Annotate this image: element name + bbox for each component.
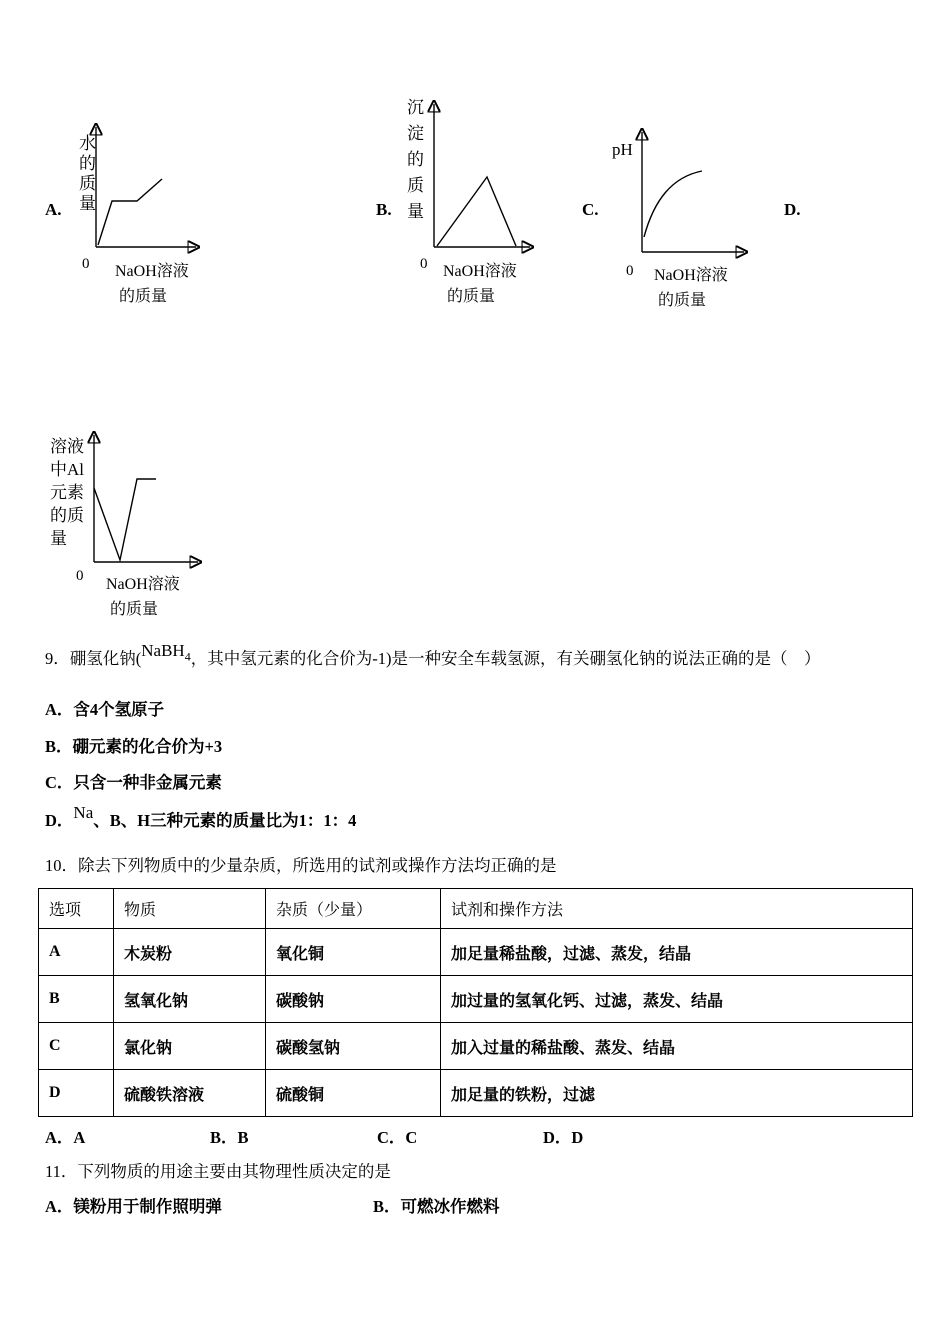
q10-table xyxy=(38,888,913,1117)
q10-row-b-impurity: 碳酸钠 xyxy=(266,976,441,1023)
q9-formula-subscript: 4 xyxy=(184,649,191,664)
graph-d-x-label-line1: NaOH溶液 xyxy=(106,576,180,593)
graph-a-x-label-line2: 的质量 xyxy=(119,288,168,305)
q10-table-row-a xyxy=(39,929,913,976)
graph-b-x-label-line2: 的质量 xyxy=(447,288,496,305)
q11-option-a: A．镁粉用于制作照明弹 xyxy=(45,1197,222,1216)
q10-title: 10．除去下列物质中的少量杂质，所选用的试剂或操作方法均正确的是 xyxy=(45,856,557,875)
graph-b-y-axis-label: 沉淀的质量 xyxy=(407,98,424,221)
graph-c-x-label-line2: 的质量 xyxy=(658,292,707,309)
q9-option-b: B．硼元素的化合价为+3 xyxy=(45,737,223,756)
graph-c-curve xyxy=(644,171,702,237)
q10-row-c-option: C xyxy=(39,1023,114,1070)
q11-title: 11．下列物质的用途主要由其物理性质决定的是 xyxy=(45,1162,391,1181)
q10-answer-d: D．D xyxy=(543,1128,584,1147)
q10-table-row-d xyxy=(39,1070,913,1117)
graph-c-plot xyxy=(632,122,754,262)
graph-b-option-label: B. xyxy=(376,200,392,219)
q10-row-c-substance: 氯化钠 xyxy=(114,1023,266,1070)
q9-formula xyxy=(141,641,191,664)
graph-c-y-axis-label: pH xyxy=(612,140,633,159)
graph-d-y-label-line4: 的质 xyxy=(50,506,84,525)
q10-row-d-option: D xyxy=(39,1070,114,1117)
q10-row-c-method: 加入过量的稀盐酸、蒸发、结晶 xyxy=(441,1023,913,1070)
q9-option-d-rest: 、B、H三种元素的质量比为1：1：4 xyxy=(93,811,357,830)
graph-d-origin: 0 xyxy=(76,568,84,584)
q9-option-c: C．只含一种非金属元素 xyxy=(45,773,222,792)
graph-b-origin: 0 xyxy=(420,256,428,272)
graph-b-curve xyxy=(437,177,516,246)
q10-header-method: 试剂和操作方法 xyxy=(441,889,913,929)
q10-row-a-method: 加足量稀盐酸，过滤、蒸发，结晶 xyxy=(441,929,913,976)
q11-option-b: B．可燃冰作燃料 xyxy=(373,1197,500,1216)
q10-answer-c: C．C xyxy=(377,1128,418,1147)
graph-a-option-label: A. xyxy=(45,200,62,219)
q10-row-a-substance: 木炭粉 xyxy=(114,929,266,976)
q10-row-a-option: A xyxy=(39,929,114,976)
q10-header-option: 选项 xyxy=(39,889,114,929)
graph-a-plot xyxy=(88,113,210,258)
q9-title-suffix: ，其中氢元素的化合价为-1)是一种安全车载氢源，有关硼氢化钠的说法正确的是（ ） xyxy=(190,649,821,668)
graph-c-x-label-line1: NaOH溶液 xyxy=(654,267,728,284)
q10-header-impurity: 杂质（少量） xyxy=(266,889,441,929)
q10-row-b-substance: 氢氧化钠 xyxy=(114,976,266,1023)
q9-title xyxy=(45,641,821,672)
graph-b-plot xyxy=(424,92,542,257)
q9-option-a: A．含4个氢原子 xyxy=(45,700,165,719)
q10-row-c-impurity: 碳酸氢钠 xyxy=(266,1023,441,1070)
graph-a-curve xyxy=(98,179,162,245)
q10-row-b-method: 加过量的氢氧化钙、过滤，蒸发、结晶 xyxy=(441,976,913,1023)
q10-answer-b: B．B xyxy=(210,1128,249,1147)
q10-table-header-row xyxy=(39,889,913,929)
graph-a-y-axis-label: 水的质量 xyxy=(79,134,96,213)
q9-formula-main: NaBH xyxy=(141,641,185,660)
graph-d-curve xyxy=(94,479,156,560)
q10-row-d-impurity: 硫酸铜 xyxy=(266,1070,441,1117)
graph-c-origin: 0 xyxy=(626,263,634,279)
q9-option-d xyxy=(45,803,357,832)
graph-d-x-label-line2: 的质量 xyxy=(110,601,159,618)
q10-row-d-substance: 硫酸铁溶液 xyxy=(114,1070,266,1117)
q10-header-substance: 物质 xyxy=(114,889,266,929)
graph-a-origin: 0 xyxy=(82,256,90,272)
q9-option-d-prefix: D． xyxy=(45,811,74,830)
q10-row-b-option: B xyxy=(39,976,114,1023)
q10-row-d-method: 加足量的铁粉，过滤 xyxy=(441,1070,913,1117)
q9-option-d-na: Na xyxy=(73,803,94,822)
q10-row-a-impurity: 氧化铜 xyxy=(266,929,441,976)
graph-d-y-label-line1: 溶液 xyxy=(50,437,84,456)
q9-title-prefix: 9．硼氢化钠( xyxy=(45,649,142,668)
q10-table-row-b xyxy=(39,976,913,1023)
q10-answer-a: A．A xyxy=(45,1128,86,1147)
graph-d-y-label-line5: 量 xyxy=(50,529,67,548)
graph-d-y-label-line2: 中Al xyxy=(50,460,84,479)
graph-b-x-label-line1: NaOH溶液 xyxy=(443,263,517,280)
graph-c-option-label: C. xyxy=(582,200,599,219)
graph-a-x-label-line1: NaOH溶液 xyxy=(115,263,189,280)
graph-d-option-label: D. xyxy=(784,200,801,219)
q10-table-row-c xyxy=(39,1023,913,1070)
graph-d-y-label-line3: 元素 xyxy=(50,483,84,502)
graph-d-plot xyxy=(84,425,208,573)
